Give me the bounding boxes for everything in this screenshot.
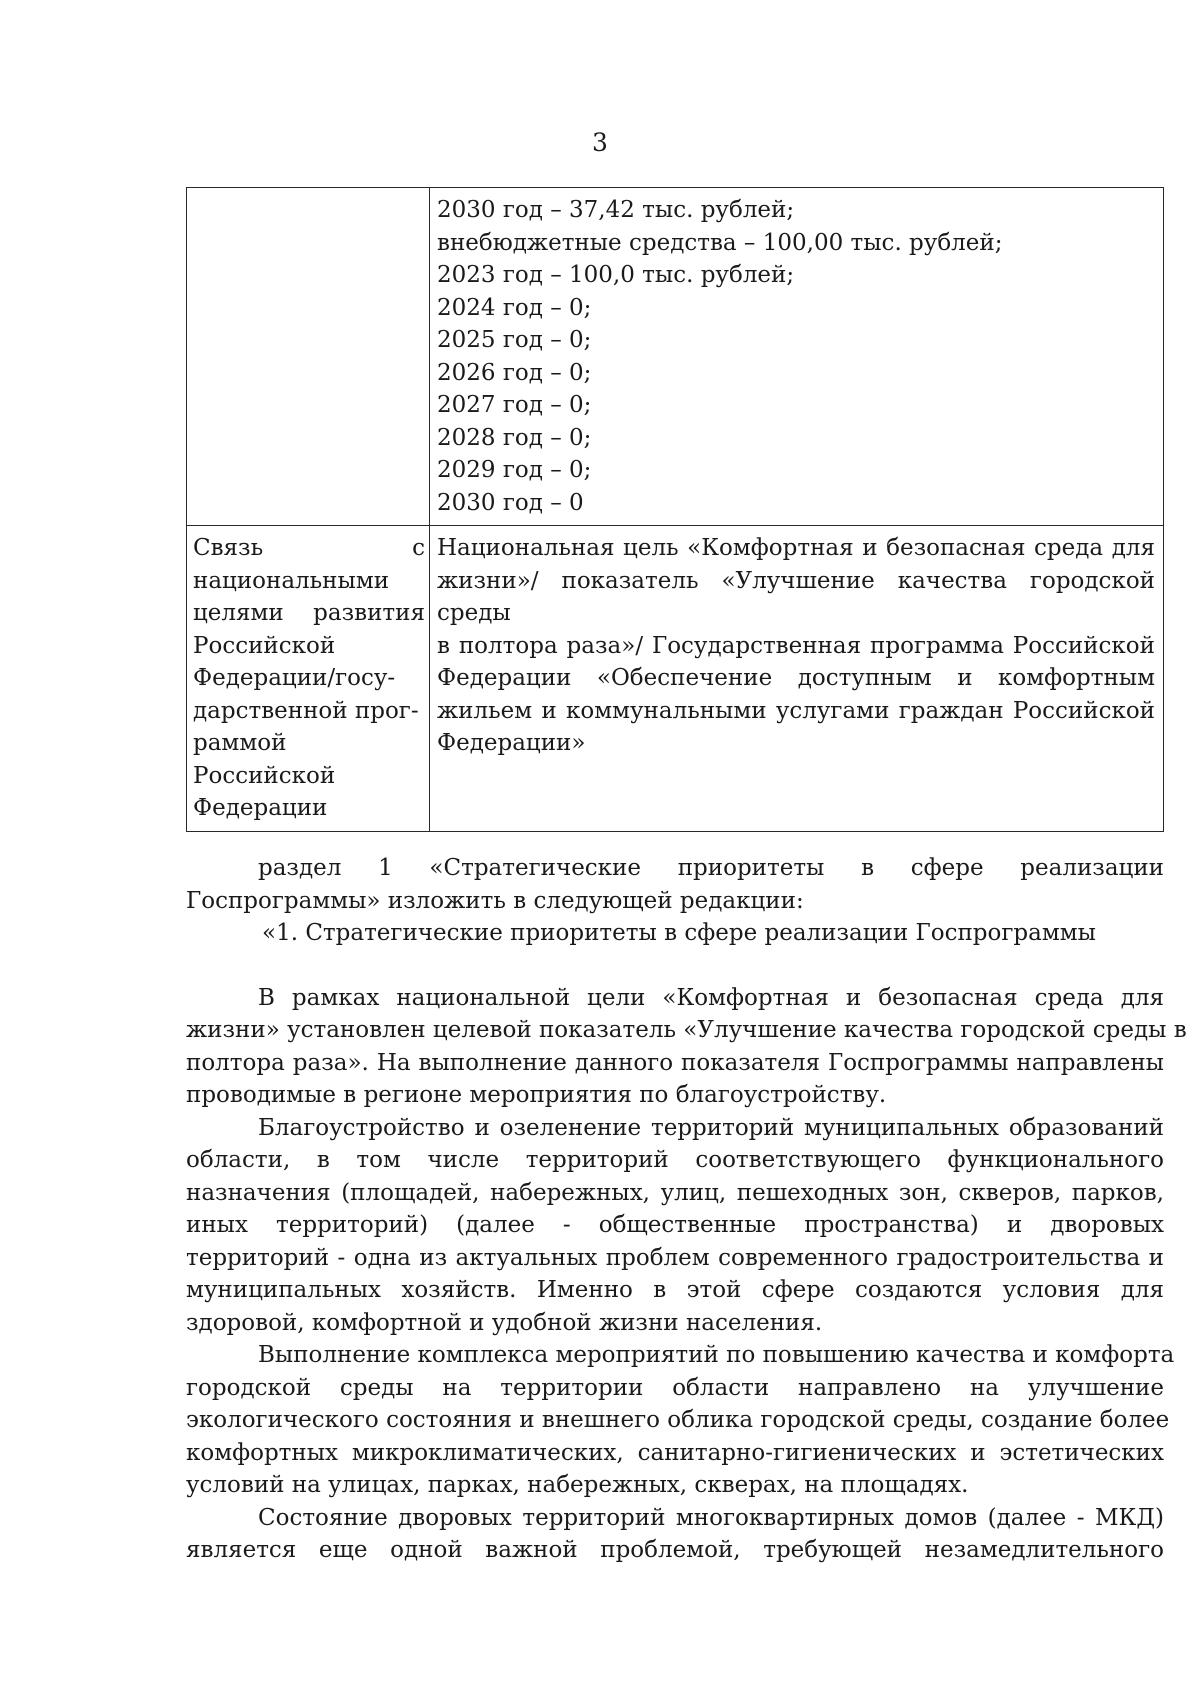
text-line: условий на улицах, парках, набережных, скверах, на площадях. <box>186 1472 969 1498</box>
funding-line: 2030 год – 0 <box>437 489 584 516</box>
text-line: территорий - одна из актуальных проблем современного градостроительства и <box>186 1244 1164 1271</box>
funding-line: 2026 год – 0; <box>437 359 592 386</box>
paragraph-gap <box>186 950 1164 982</box>
label-line: национальными <box>193 567 390 594</box>
paragraph <box>186 1112 1164 1340</box>
funding-line: 2023 год – 100,0 тыс. рублей; <box>437 262 795 288</box>
text-line: раздел 1 «Стратегические приоритеты в сфере реализации <box>258 855 1164 881</box>
text-line: городской среды на территории области направлено на улучшение <box>186 1374 1164 1401</box>
intro-paragraph <box>186 852 1164 917</box>
funding-line: 2025 год – 0; <box>437 327 592 353</box>
label-line: Связь с <box>193 535 425 561</box>
label-line: Федерации/госу- <box>193 665 396 691</box>
funding-line: 2028 год – 0; <box>437 424 592 451</box>
text-line: комфортных микроклиматических, санитарно-гигиенических и эстетических <box>186 1439 1164 1466</box>
document-body <box>186 852 1187 1567</box>
text-line: области, в том числе территорий соответствующего функционального <box>186 1147 1164 1173</box>
text-line: назначения (площадей, набережных, улиц, пешеходных зон, скверов, парков, <box>186 1179 1164 1206</box>
text-line: муниципальных хозяйств. Именно в этой сфере создаются условия для <box>186 1277 1164 1303</box>
label-line: дарственной прог- <box>193 697 419 724</box>
text-line: В рамках национальной цели «Комфортная и безопасная среда для <box>258 984 1164 1011</box>
label-line: целями развития <box>193 600 425 626</box>
value-line: Федерации «Обеспечение доступным и комфортным <box>437 665 1155 691</box>
funding-line: 2024 год – 0; <box>437 294 592 321</box>
funding-cell <box>430 188 1164 526</box>
program-passport-table <box>186 187 1164 832</box>
label-line: Федерации <box>193 795 328 821</box>
text-line: жизни» установлен целевой показатель «Улучшение качества городской среды в <box>186 1017 1187 1043</box>
page-number: 3 <box>592 128 608 157</box>
table-row <box>187 188 1164 526</box>
funding-line: внебюджетные средства – 100,00 тыс. рублей; <box>437 229 1003 256</box>
table-cell-left-empty <box>187 188 430 526</box>
text-line: Госпрограммы» изложить в следующей редакции: <box>186 887 804 914</box>
funding-line: 2027 год – 0; <box>437 392 592 418</box>
paragraph <box>186 1502 1164 1567</box>
text-line: здоровой, комфортной и удобной жизни населения. <box>186 1309 823 1336</box>
text-line: Состояние дворовых территорий многоквартирных домов (далее - МКД) <box>258 1504 1164 1531</box>
value-line: Федерации» <box>437 730 586 756</box>
text-line: экологического состояния и внешнего облика городской среды, создание более <box>186 1407 1170 1433</box>
label-line: Российской <box>193 632 336 659</box>
label-line: Российской <box>193 762 336 789</box>
section-heading: «1. Стратегические приоритеты в сфере реализации Госпрограммы <box>262 920 1096 946</box>
text-line: иных территорий) (далее - общественные пространства) и дворовых <box>186 1212 1164 1238</box>
value-line: жильем и коммунальными услугами граждан Российской <box>437 697 1155 724</box>
value-line: Национальная цель «Комфортная и безопасная среда для <box>437 535 1155 561</box>
paragraph <box>186 1339 1175 1502</box>
label-line: раммой <box>193 730 287 756</box>
text-line: является еще одной важной проблемой, требующей незамедлительного <box>186 1537 1164 1563</box>
funding-line: 2030 год – 37,42 тыс. рублей; <box>437 197 795 223</box>
table-row <box>187 526 1164 832</box>
value-line: жизни»/ показатель «Улучшение качества городской среды <box>437 567 1155 626</box>
paragraph <box>186 982 1187 1112</box>
text-line: Выполнение комплекса мероприятий по повышению качества и комфорта <box>258 1342 1175 1368</box>
text-line: Благоустройство и озеленение территорий муниципальных образований <box>258 1114 1164 1141</box>
text-line: полтора раза». На выполнение данного показателя Госпрограммы направлены <box>186 1049 1164 1076</box>
national-goals-value-cell <box>430 526 1164 832</box>
text-line: проводимые в регионе мероприятия по благоустройству. <box>186 1082 887 1108</box>
value-line: в полтора раза»/ Государственная программа Российской <box>437 632 1155 659</box>
funding-line: 2029 год – 0; <box>437 457 592 483</box>
national-goals-label-cell <box>187 526 430 832</box>
